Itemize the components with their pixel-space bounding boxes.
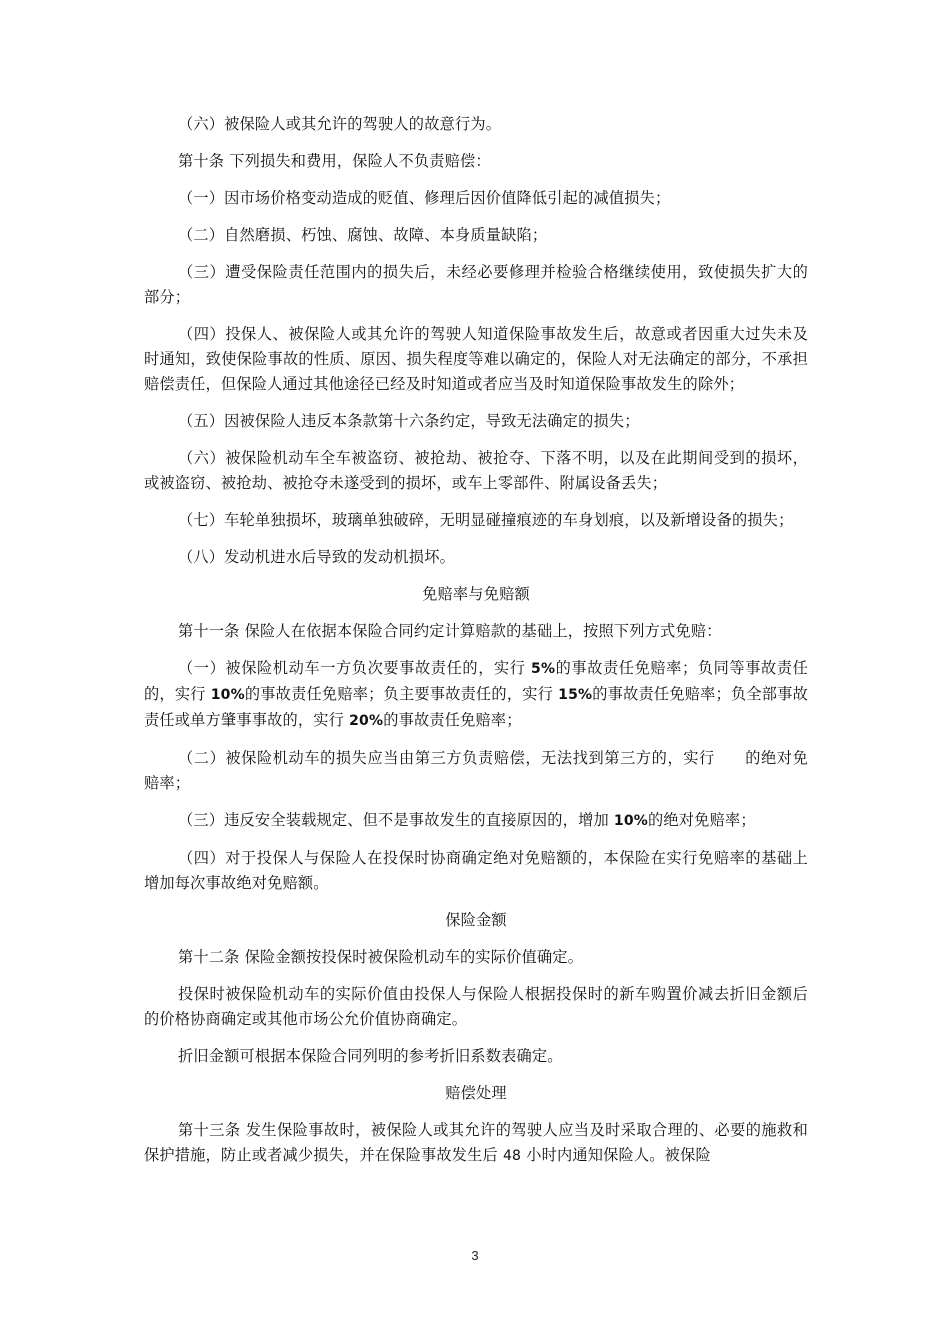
section-heading-deductible: 免赔率与免赔额 [422,585,530,603]
article-12-paragraph-3: 折旧金额可根据本保险合同列明的参考折旧系数表确定。 [178,1047,563,1065]
percentage-value: 10% [613,813,649,829]
article-12: 第十二条 保险金额按投保时被保险机动车的实际价值确定。 [178,948,584,966]
article-10: 第十条 下列损失和费用，保险人不负责赔偿： [178,152,491,170]
article-10-item-4: （四）投保人、被保险人或其允许的驾驶人知道保险事故发生后，故意或者因重大过失未及时通知，致使保险事故的性质、原因、损失程度等难以确定的，保险人对无法确定的部分，不承担赔偿责任，但保险人通过其他途径已经及时知道或者应当及时知道保险事故发生的除外； [144,325,808,393]
article-10-item-8: （八）发动机进水后导致的发动机损坏。 [178,548,455,566]
text-segment: 的绝对免赔率； [144,749,808,792]
percentage-value: 15% [558,687,593,703]
text-segment: 的事故责任免赔率；负全部事故责任或单方肇事事故的，实行 [144,685,809,729]
article-10-item-2: （二）自然磨损、朽蚀、腐蚀、故障、本身质量缺陷； [178,226,548,244]
text-segment: 的事故责任免赔率； [383,711,522,729]
article-12-paragraph-2: 投保时被保险机动车的实际价值由投保人与保险人根据投保时的新车购置价减去折旧金额后的价格协商确定或其他市场公允价值协商确定。 [144,985,808,1028]
article-10-item-6: （六）被保险机动车全车被盗窃、被抢劫、被抢夺、下落不明，以及在此期间受到的损坏，或被盗窃、被抢劫、被抢夺未遂受到的损坏，或车上零部件、附属设备丢失； [144,449,808,492]
article-11-item-4: （四）对于投保人与保险人在投保时协商确定绝对免赔额的，本保险在实行免赔率的基础上增加每次事故绝对免赔额。 [144,849,808,892]
page-number: 3 [471,1248,479,1263]
section-heading-claims: 赔偿处理 [445,1084,507,1102]
article-10-item-7: （七）车轮单独损坏，玻璃单独破碎，无明显碰撞痕迹的车身划痕，以及新增设备的损失； [178,511,794,529]
article-11: 第十一条 保险人在依据本保险合同约定计算赔款的基础上，按照下列方式免赔： [178,622,722,640]
article-10-item-3: （三）遭受保险责任范围内的损失后，未经必要修理并检验合格继续使用，致使损失扩大的部分； [144,263,808,306]
article-10-item-1: （一）因市场价格变动造成的贬值、修理后因价值降低引起的减值损失； [178,189,671,207]
document-body [144,112,808,1181]
percentage-value: 10% [210,687,245,703]
percentage-value: 5% [531,661,556,677]
text-segment: 的事故责任免赔率；负主要事故责任的，实行 [244,685,559,703]
text-segment: 的事故责任免赔率；负同等事故责任的，实行 [144,659,808,703]
text-segment: （二）被保险机动车的损失应当由第三方负责赔偿，无法找到第三方的，实行 [178,749,715,767]
text-segment: 第十三条 发生保险事故时，被保险人或其允许的驾驶人应当及时采取合理的、必要的施救和保护措施，防止或者减少损失，并在保险事故发生后 [144,1121,808,1164]
clause-9-item-6: （六）被保险人或其允许的驾驶人的故意行为。 [178,115,502,133]
article-11-item-2 [144,746,808,796]
hours-value: 48 [502,1148,522,1164]
article-11-item-1 [144,656,808,734]
text-segment: 小时内通知保险人。被保险 [521,1146,711,1164]
section-heading-insured-amount: 保险金额 [445,911,507,929]
article-13 [144,1118,808,1169]
text-segment: 的绝对免赔率； [648,811,756,829]
text-segment: （一）被保险机动车一方负次要事故责任的，实行 [178,659,532,677]
article-11-item-3 [144,808,808,834]
text-segment: （三）违反安全装载规定、但不是事故发生的直接原因的，增加 [178,811,614,829]
article-10-item-5: （五）因被保险人违反本条款第十六条约定，导致无法确定的损失； [178,412,640,430]
percentage-value: 20% [349,713,384,729]
